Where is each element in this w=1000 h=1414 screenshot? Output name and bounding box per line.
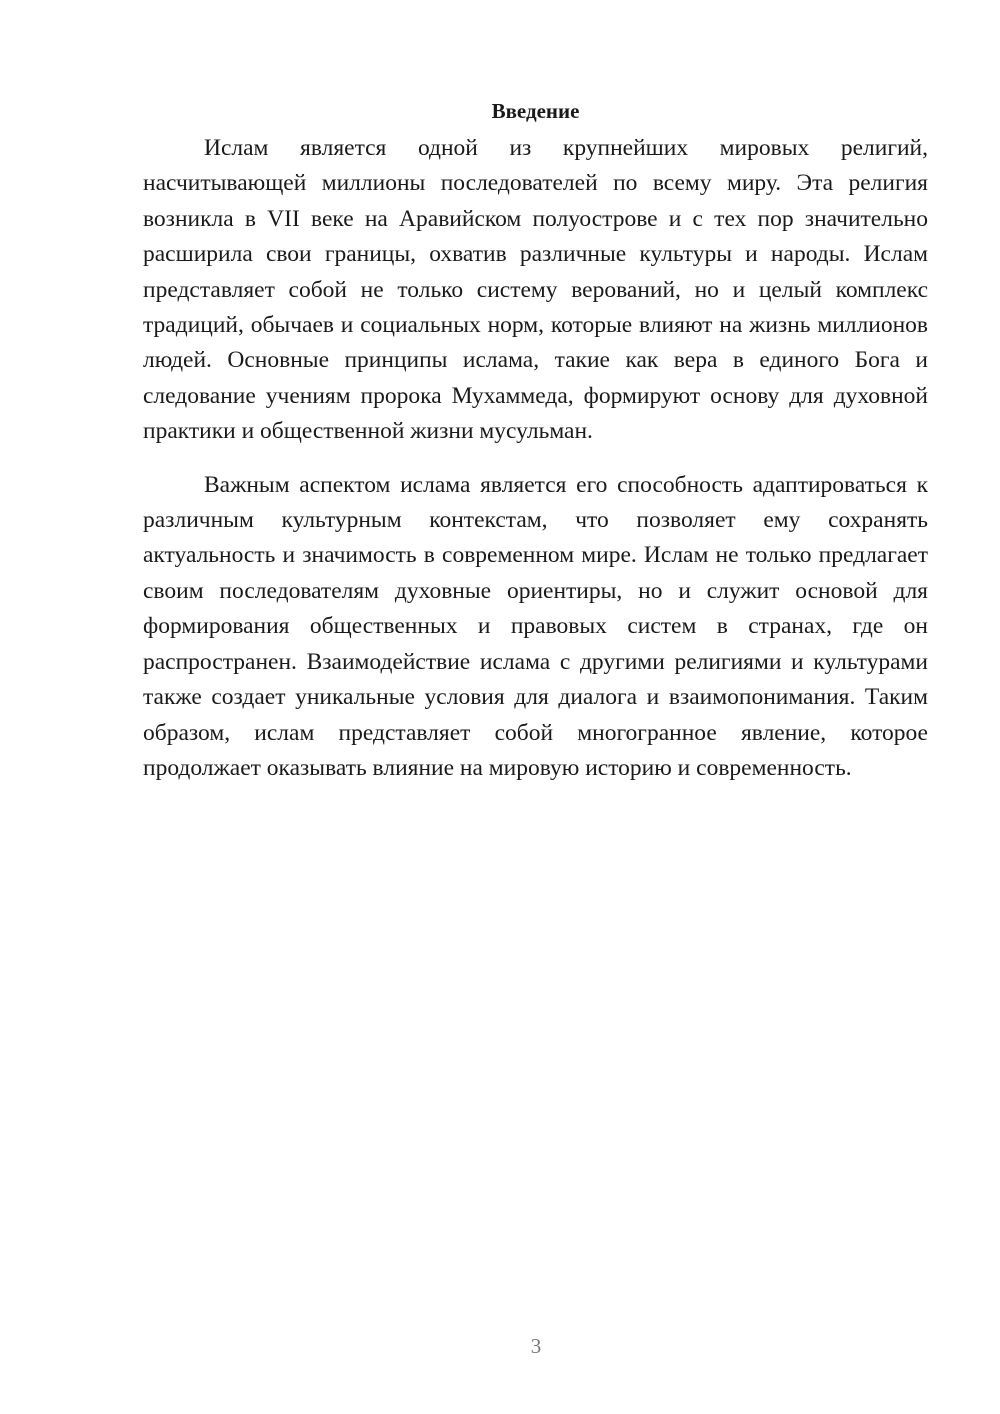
paragraph-2: Важным аспектом ислама является его способность адаптироваться к различным культурным контекстам, что позволяет ему сохранять актуальность и значимость в современном мире. Ислам не только предлагает своим последователям духовные ориентиры, но и служит основой для формирования общественных и правовых систем в странах, где он распространен. Взаимодействие ислама с другими религиями и культурами также создает уникальные условия для диалога и взаимопонимания. Таким образом, ислам представляет собой многогранное явление, которое продолжает оказывать влияние на мировую историю и современность. — [143, 471, 928, 781]
section-heading: Введение — [491, 99, 580, 123]
page-content — [143, 96, 928, 786]
paragraph-1: Ислам является одной из крупнейших мировых религий, насчитывающей миллионы последователей по всему миру. Эта религия возникла в VII веке на Аравийском полуострове и с тех пор значительно расширила свои границы, охватив различные культуры и народы. Ислам представляет собой не только систему верований, но и целый комплекс традиций, обычаев и социальных норм, которые влияют на жизнь миллионов людей. Основные принципы ислама, такие как вера в единого Бога и следование учениям пророка Мухаммеда, формируют основу для духовной практики и общественной жизни мусульман. — [143, 135, 928, 445]
page-number: 3 — [530, 1334, 542, 1358]
